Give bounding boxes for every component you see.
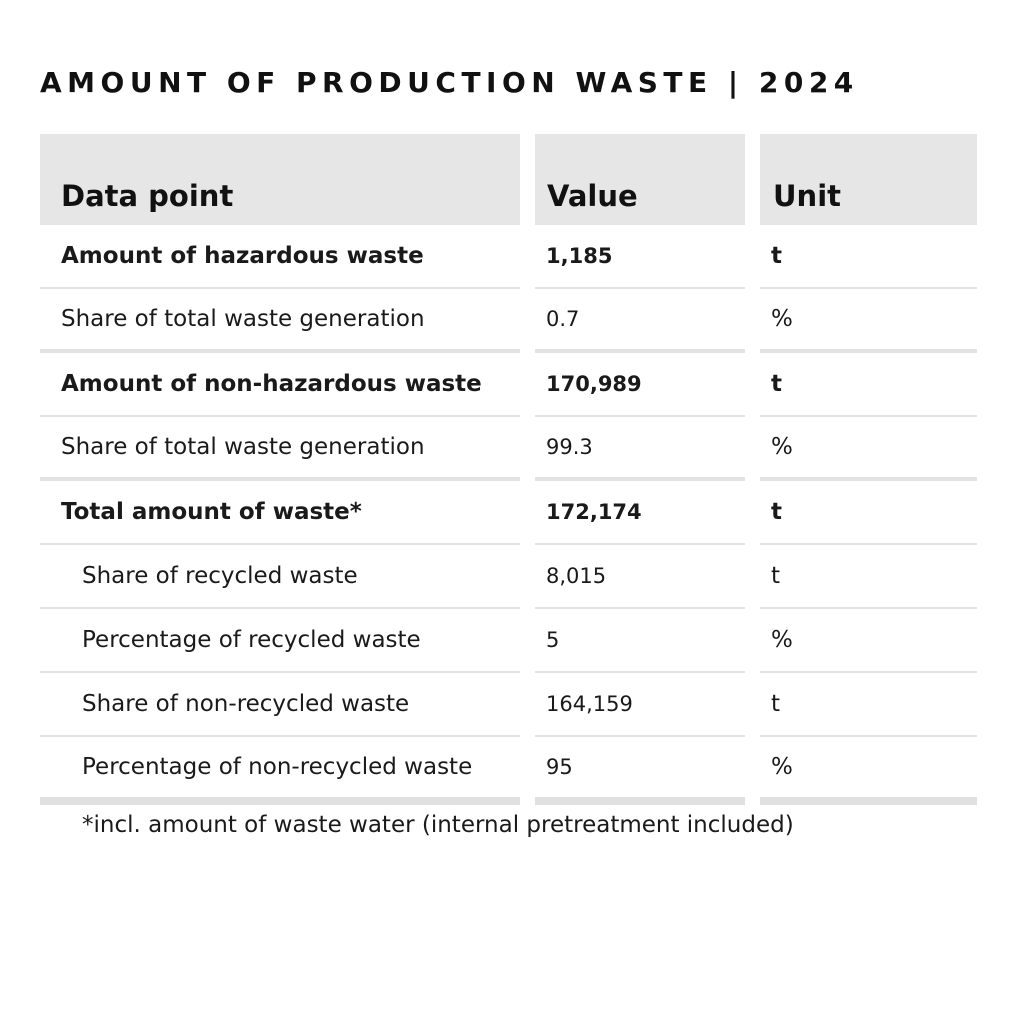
value-cell: 95 (535, 737, 745, 805)
table-row: Share of total waste generation (40, 289, 520, 353)
unit-cell: % (760, 737, 977, 805)
table-row: Total amount of waste* (40, 481, 520, 545)
column-unit (760, 134, 977, 805)
header-value: Value (547, 179, 638, 213)
value-cell: 5 (535, 609, 745, 673)
column-data-point (40, 134, 520, 805)
value-cell: 99.3 (535, 417, 745, 481)
page-title: AMOUNT OF PRODUCTION WASTE | 2024 (40, 66, 859, 99)
header-cell (535, 134, 745, 225)
table-row: Amount of non-hazardous waste (40, 353, 520, 417)
table-row: Share of total waste generation (40, 417, 520, 481)
value-cell: 0.7 (535, 289, 745, 353)
value-cell: 170,989 (535, 353, 745, 417)
unit-cell: t (760, 673, 977, 737)
value-cell: 1,185 (535, 225, 745, 289)
header-data-point: Data point (61, 179, 234, 213)
unit-cell: t (760, 353, 977, 417)
value-cell: 8,015 (535, 545, 745, 609)
unit-cell: % (760, 289, 977, 353)
table-row: Amount of hazardous waste (40, 225, 520, 289)
table-row: Share of recycled waste (40, 545, 520, 609)
header-unit: Unit (773, 179, 841, 213)
table-row: Percentage of non-recycled waste (40, 737, 520, 805)
table-row: Share of non-recycled waste (40, 673, 520, 737)
value-cell: 172,174 (535, 481, 745, 545)
unit-cell: t (760, 481, 977, 545)
footnote: *incl. amount of waste water (internal pretreatment included) (82, 812, 794, 838)
unit-cell: t (760, 225, 977, 289)
value-cell: 164,159 (535, 673, 745, 737)
header-cell (40, 134, 520, 225)
column-value (535, 134, 745, 805)
unit-cell: % (760, 417, 977, 481)
unit-cell: % (760, 609, 977, 673)
table-row: Percentage of recycled waste (40, 609, 520, 673)
header-cell (760, 134, 977, 225)
unit-cell: t (760, 545, 977, 609)
